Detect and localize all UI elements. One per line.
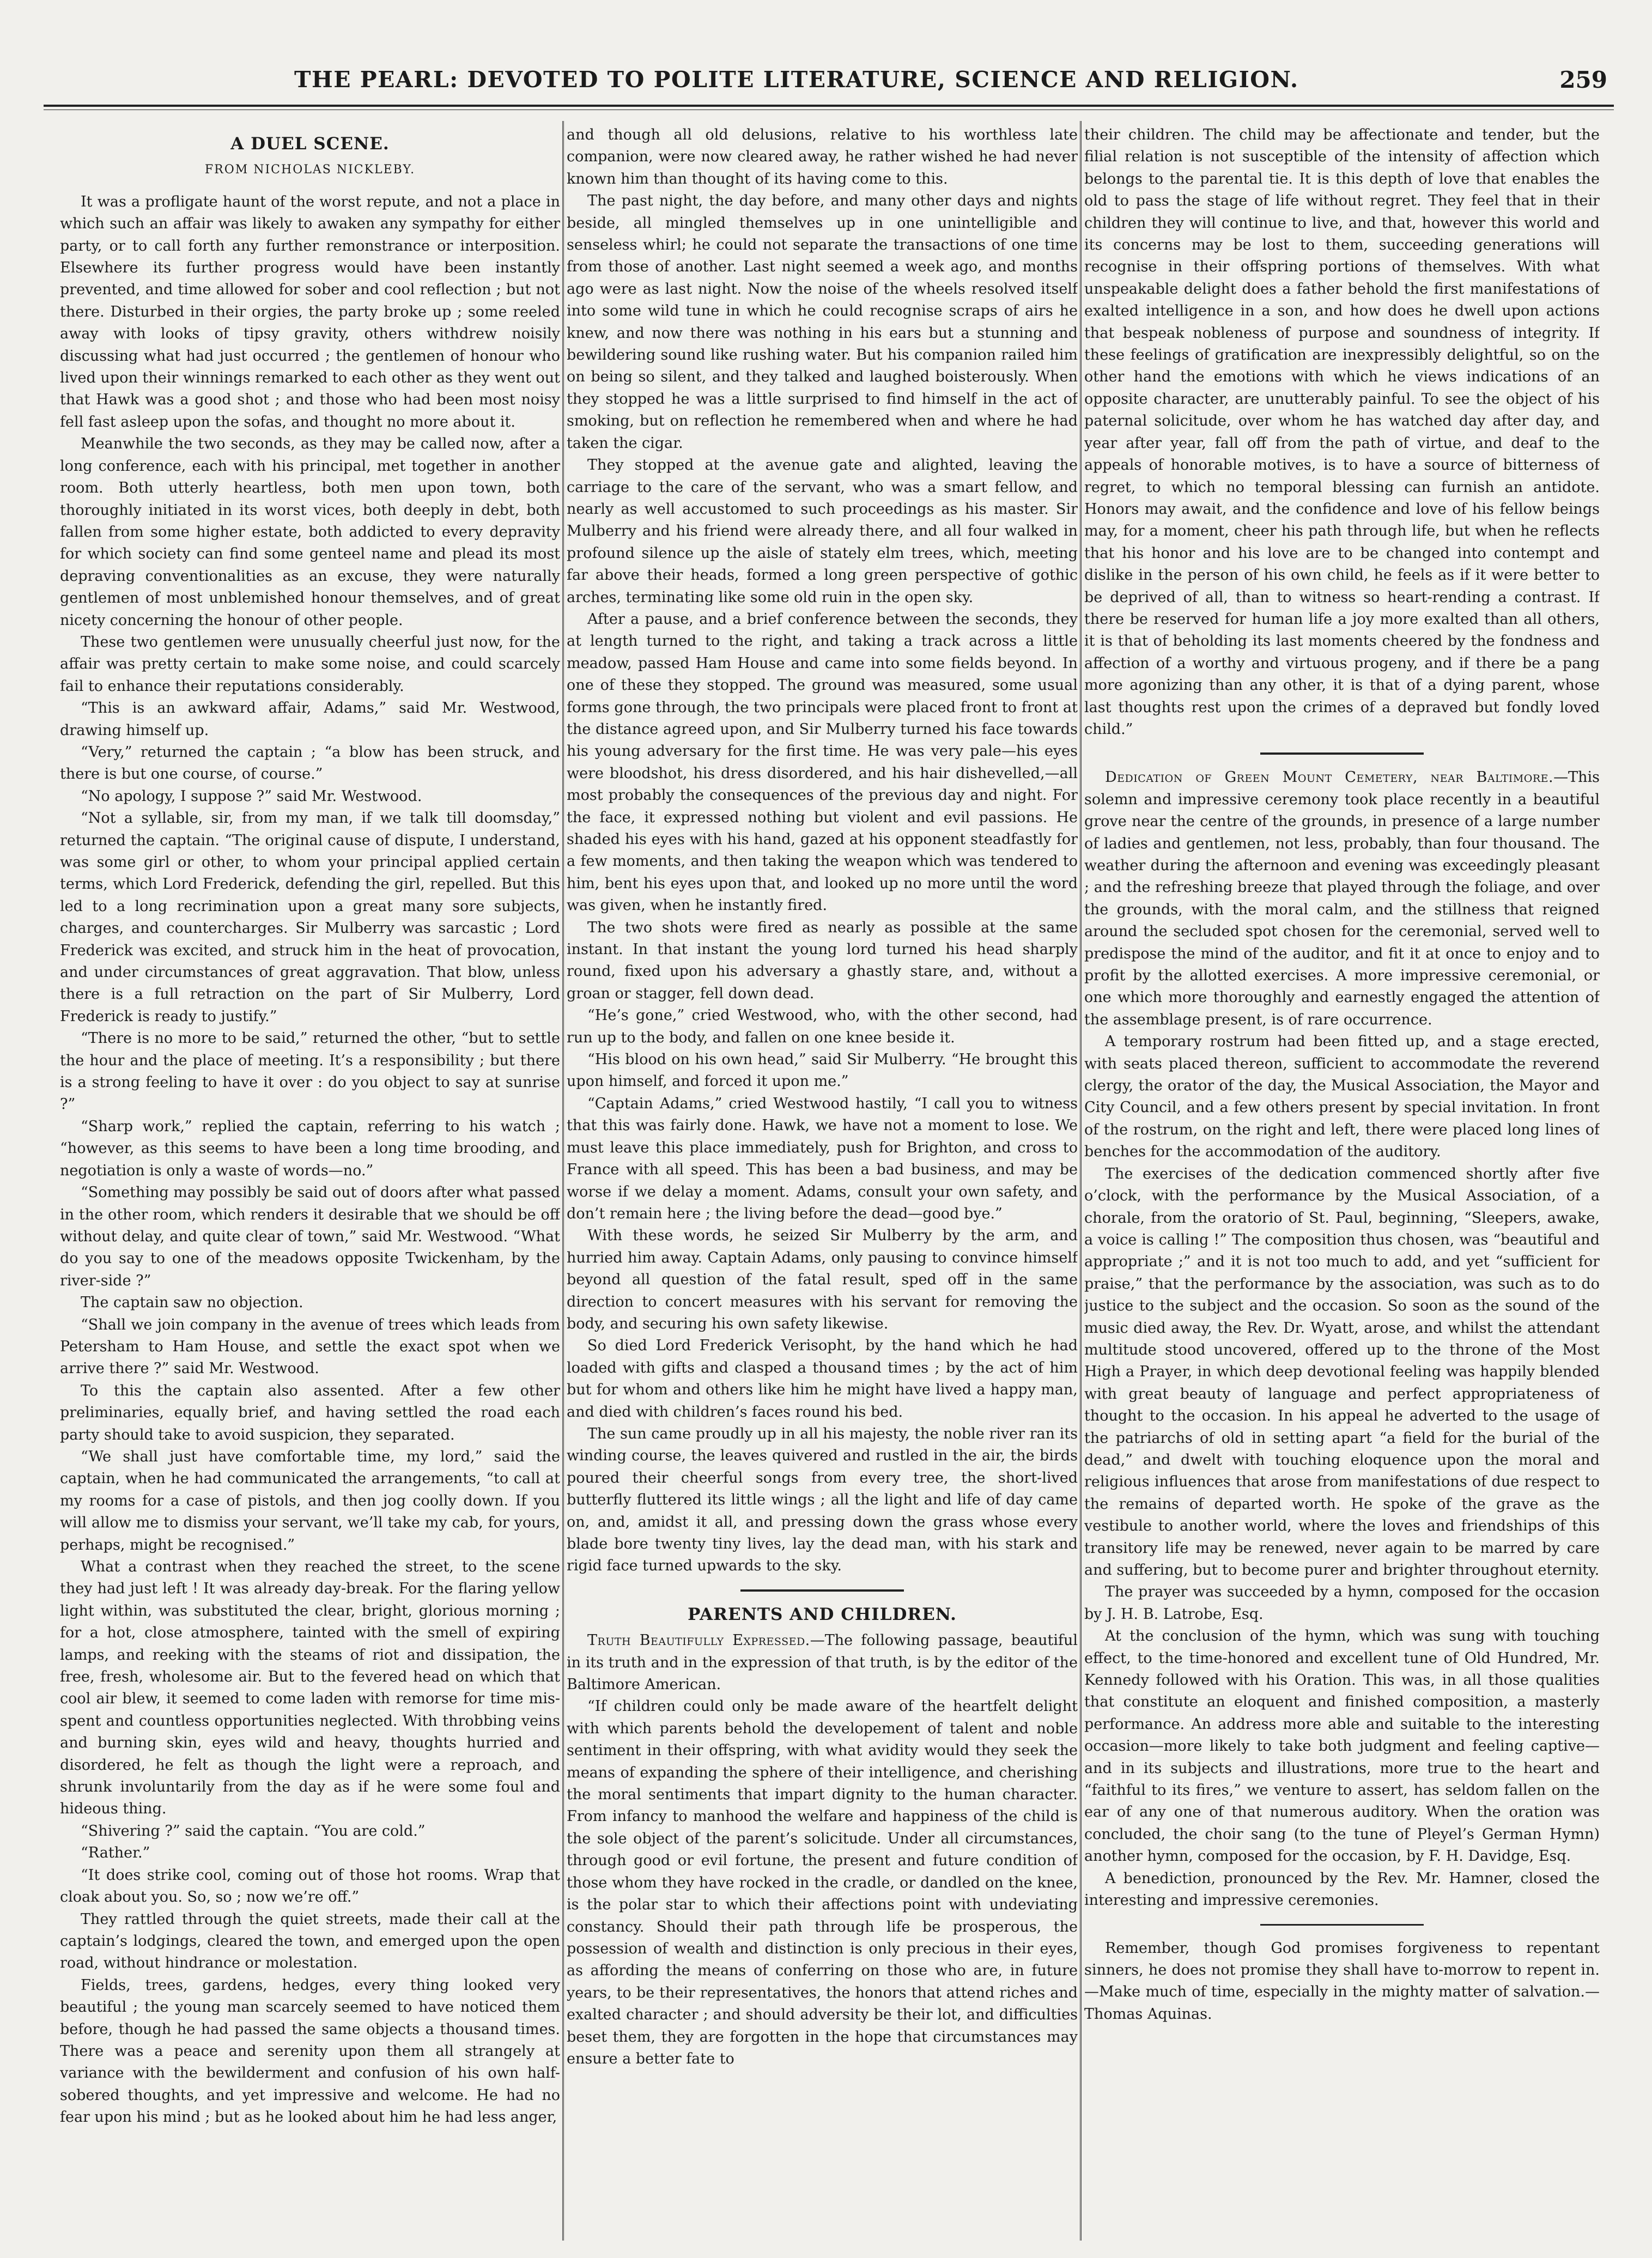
- paragraph: They rattled through the quiet streets, made their call at the captain’s lodgings, cleared the town, and emerged upon the open road, without hindrance or molestation.: [60, 1910, 560, 1972]
- lead-text: —This solemn and impressive ceremony took place recently in a beautiful grove near the centre of the grounds, in presence of a large number of ladies and gentlemen, not less, probably, than four thousand. The weather during the afternoon and evening was exceedingly pleasant ; and the refreshing breeze that played through the foliage, and over the grounds, with the moral calm, and the stillness that reigned around the secluded spot chosen for the ceremonial, served well to predispose the mind of the auditor, and fit it at once to enjoy and to profit by the allotted exercises. A more impressive ceremonial, or one which more thoroughly and earnestly engaged the attention of the assemblage present, is of rare occurrence.: [1084, 769, 1600, 1028]
- column-right: [1084, 124, 1600, 2238]
- paragraph: They stopped at the avenue gate and alighted, leaving the carriage to the care of the servant, who was a smart fellow, and nearly as well accustomed to such proceedings as his master. Sir Mulberry and his friend were already there, and all four walked in profound silence up the aisle of stately elm trees, which, meeting far above their heads, formed a long green perspective of gothic arches, terminating like some old ruin in the open sky.: [567, 457, 1078, 606]
- paragraph: With these words, he seized Sir Mulberry by the arm, and hurried him away. Captain Adams, only pausing to convince himself beyond all question of the fatal result, sped off in the same direction to concert measures with his servant for removing the body, and securing his own safety likewise.: [567, 1227, 1078, 1332]
- paragraph: Fields, trees, gardens, hedges, every thing looked very beautiful ; the young man scarcely seemed to have noticed them before, though he had passed the same objects a thousand times. There was a peace and serenity upon them all strangely at variance with the bewilderment and confusion of his own half-sobered thoughts, and yet impressive and welcome. He had no fear upon his mind ; but as he looked about him he had less anger,: [60, 1976, 560, 2126]
- column-divider: [562, 121, 564, 2241]
- paragraph: “Something may possibly be said out of doors after what passed in the other room, which renders it desirable that we should be off without delay, and quite clear of town,” said Mr. Westwood. “What do you say to one of the meadows opposite Twickenham, by the river-side ?”: [60, 1184, 560, 1289]
- paragraph: “Not a syllable, sir, from my man, if we talk till doomsday,” returned the captain. “The original cause of dispute, I understand, was some girl or other, to whom your principal applied certain terms, which Lord Frederick, defending the girl, repelled. But this led to a long recrimination upon a great many sore subjects, charges, and countercharges. Sir Mulberry was sarcastic ; Lord Frederick was excited, and struck him in the heat of provocation, and under circumstances of great aggravation. That blow, unless there is a full retraction on the part of Sir Mulberry, Lord Frederick is ready to justify.”: [60, 810, 560, 1025]
- article-byline: FROM NICHOLAS NICKLEBY.: [204, 163, 416, 177]
- paragraph: “Captain Adams,” cried Westwood hastily, “I call you to witness that this was fairly done. Hawk, we have not a moment to lose. We must leave this place immediately, push for Brighton, and cross to France with all speed. This has been a bad business, and may be worse if we delay a moment. Adams, consult your own safety, and don’t remain here ; the living before the dead—good bye.”: [567, 1095, 1078, 1222]
- paragraph: “If children could only be made aware of the heartfelt delight with which parents behold the developement of talent and noble sentiment in their offspring, with what avidity would they seek the means of expanding the sphere of their intelligence, and cherishing the moral sentiments that impart dignity to the human character. From infancy to manhood the welfare and happiness of the child is the sole object of the parent’s solicitude. Under all circumstances, through good or evil fortune, the present and future condition of those whom they have rocked in the cradle, or dandled on the knee, is the polar star to which their affections point with undeviating constancy. Should their path through life be prosperous, the possession of wealth and distinction is only precious in their eyes, as affording the means of conferring on those who are, in future years, to be their representatives, the honors that attend riches and exalted character ; and should adversity be their lot, and difficulties beset them, they are forgotten in the hope that circumstances may ensure a better fate to: [567, 1698, 1078, 2067]
- paragraph: The prayer was succeeded by a hymn, composed for the occasion by J. H. B. Latrobe, Esq.: [1084, 1583, 1600, 1623]
- paragraph: A benediction, pronounced by the Rev. Mr. Hamner, closed the interesting and impressive ceremonies.: [1084, 1869, 1600, 1909]
- paragraph: The past night, the day before, and many other days and nights beside, all mingled themselves up in one unintelligible and senseless whirl; he could not separate the transactions of one time from those of another. Last night seemed a week ago, and months ago were as last night. Now the noise of the wheels resolved itself into some wild tune in which he could recognise scraps of airs he knew, and now there was nothing in his ears but a stunning and bewildering sound like rushing water. But his companion railed him on being so silent, and they talked and laughed boisterously. When they stopped he was a little surprised to find himself in the act of smoking, but on reflection he remembered when and where he had taken the cigar.: [567, 192, 1078, 452]
- paragraph: A temporary rostrum had been fitted up, and a stage erected, with seats placed thereon, sufficient to accommodate the reverend clergy, the orator of the day, the Musical Association, the Mayor and City Council, and a few others present by special invitation. In front of the rostrum, on the right and left, there were placed long lines of benches for the accommodation of the auditory.: [1084, 1033, 1600, 1161]
- paragraph: The sun came proudly up in all his majesty, the noble river ran its winding course, the leaves quivered and rustled in the air, the birds poured their cheerful songs from every tree, the short-lived butterfly fluttered its little wings ; all the light and life of day came on, and, amidst it all, and pressing down the grass whose every blade bore twenty tiny lives, lay the dead man, with his stark and rigid face turned upwards to the sky.: [567, 1425, 1078, 1575]
- paragraph: Meanwhile the two seconds, as they may be called now, after a long conference, each with his principal, met together in another room. Both utterly heartless, both men upon town, both thoroughly initiated in its worst vices, both deeply in debt, both fallen from some higher estate, both addicted to every depravity for which society can find some genteel name and plead its most depraving conventionalities as an excuse, they were naturally gentlemen of most unblemished honour themselves, and of great nicety concerning the honour of other people.: [60, 435, 560, 629]
- header-rule: [44, 105, 1614, 110]
- lead-text: —The following passage, beautiful in its truth and in the expression of that truth, is by the editor of the Baltimore American.: [567, 1632, 1078, 1694]
- section-rule: [740, 1589, 904, 1592]
- paragraph: After a pause, and a brief conference between the seconds, they at length turned to the right, and taking a track across a little meadow, passed Ham House and came into some fields beyond. In one of these they stopped. The ground was measured, some usual forms gone through, the two principals were placed front to front at the distance agreed upon, and Sir Mulberry turned his face towards his young adversary for the first time. He was very pale—his eyes were bloodshot, his dress disordered, and his hair dishevelled,—all most probably the consequences of the previous day and night. For the face, it expressed nothing but violent and evil passions. He shaded his eyes with his hand, gazed at his opponent steadfastly for a few moments, and then taking the weapon which was tendered to him, bent his eyes upon that, and looked up no more until the word was given, when he instantly fired.: [567, 610, 1078, 914]
- paragraph: “Sharp work,” replied the captain, referring to his watch ; “however, as this seems to have been a long time brooding, and negotiation is only a waste of words—no.”: [60, 1118, 560, 1179]
- paragraph: “His blood on his own head,” said Sir Mulberry. “He brought this upon himself, and forced it upon me.”: [567, 1051, 1078, 1090]
- paragraph: their children. The child may be affectionate and tender, but the filial relation is not susceptible of the intensity of affection which belongs to the parental tie. It is this depth of love that enables the old to pass the stage of life without regret. They feel that in their children they will continue to live, and that, however this world and its concerns may be lost to them, succeeding generations will recognise in their offspring portions of themselves. With what unspeakable delight does a father behold the first manifestations of exalted intelligence in a son, and how does he dwell upon actions that bespeak nobleness of purpose and soundness of integrity. If these feelings of gratification are inexpressibly delightful, so on the other hand the emotions with which he views indications of an opposite character, are unutterably painful. To see the object of his paternal solicitude, over whom he has watched day after day, and year after year, fall off from the path of virtue, and deaf to the appeals of honorable motives, is to have a source of bitterness of regret, to which no temporal blessing can furnish an antidote. Honors may await, and the confidence and love of his fellow beings may, for a moment, cheer his path through life, but when he reflects that his honor and his love are to be changed into contempt and dislike in the person of his own child, he feels as if it were better to be deprived of all, than to witness so heart-rending a contrast. If there be reserved for human life a joy more exalted than all others, it is that of beholding its last moments cheered by the fondness and affection of a worthy and virtuous progeny, and if there be a pang more agonizing than any other, it is that of a dying parent, whose last thoughts rest upon the crimes of a depraved but fondly loved child.”: [1084, 126, 1600, 738]
- paragraph: What a contrast when they reached the street, to the scene they had just left ! It was already day-break. For the flaring yellow light within, was substituted the clear, bright, glorious morning ; for a hot, close atmosphere, tainted with the smell of expiring lamps, and reeking with the steams of riot and dissipation, the free, fresh, wholesome air. But to the fevered head on which that cool air blew, it seemed to come laden with remorse for time mis-spent and countless opportunities neglected. With throbbing veins and burning skin, eyes wild and heavy, thoughts hurried and disordered, he felt as though the light were a reproach, and shrunk involuntarily from the day as if he were some foul and hideous thing.: [60, 1558, 560, 1818]
- article-title-parents: PARENTS AND CHILDREN.: [688, 1604, 957, 1624]
- paragraph: Remember, though God promises forgiveness to repentant sinners, he does not promise they shall have to-morrow to repent in.—Make much of time, especially in the mighty matter of salvation.—Thomas Aquinas.: [1084, 1939, 1600, 2023]
- paragraph: and though all old delusions, relative to his worthless late companion, were now cleared away, he rather wished he had never known him than thought of its having come to this.: [567, 126, 1078, 187]
- paragraph: To this the captain also assented. After a few other preliminaries, equally brief, and having settled the road each party should take to avoid suspicion, they separated.: [60, 1382, 560, 1443]
- paragraph: “We shall just have comfortable time, my lord,” said the captain, when he had communicated the arrangements, “to call at my rooms for a case of pistols, and then jog coolly down. If you will allow me to dismiss your servant, we’ll take my cab, for yours, perhaps, might be recognised.”: [60, 1448, 560, 1553]
- paragraph: [567, 1630, 1078, 1696]
- paragraph: [1084, 767, 1600, 1031]
- paragraph: So died Lord Frederick Verisopht, by the hand which he had loaded with gifts and clasped a thousand times ; by the act of him but for whom and others like him he might have lived a happy man, and died with children’s faces round his bed.: [567, 1337, 1078, 1421]
- paragraph: At the conclusion of the hymn, which was sung with touching effect, to the time-honored and excellent tune of Old Hundred, Mr. Kennedy followed with his Oration. This was, in all those qualities that constitute an eloquent and finished composition, a masterly performance. An address more able and suitable to the interesting occasion—more likely to take both judgment and feeling captive—and in its subjects and illustrations, more true to the heart and “faithful to its fires,” we venture to assert, has seldom fallen on the ear of any one of that numerous auditory. When the oration was concluded, the choir sang (to the tune of Pleyel’s German Hymn) another hymn, composed for the occasion, by F. H. Davidge, Esq.: [1084, 1628, 1600, 1865]
- lead-in: Truth Beautifully Expressed.: [587, 1632, 810, 1649]
- section-rule: [1260, 752, 1424, 755]
- paragraph: “Shall we join company in the avenue of trees which leads from Petersham to Ham House, and settle the exact spot when we arrive there ?” said Mr. Westwood.: [60, 1316, 560, 1377]
- page-number: 259: [1559, 66, 1607, 93]
- column-middle: [567, 124, 1078, 2238]
- paragraph: The two shots were fired as nearly as possible at the same instant. In that instant the young lord turned his head sharply round, fixed upon his adversary a ghastly stare, and, without a groan or stagger, fell down dead.: [567, 919, 1078, 1002]
- paragraph: It was a profligate haunt of the worst repute, and not a place in which such an affair was likely to awaken any sympathy for either party, or to call forth any further remonstrance or interposition. Elsewhere its further progress would have been instantly prevented, and time allowed for sober and cool reflection ; but not there. Disturbed in their orgies, the party broke up ; some reeled away with looks of tipsy gravity, others withdrew noisily discussing what had just occurred ; the gentlemen of honour who lived upon their winnings remarked to each other as they went out that Hawk was a good shot ; and those who had been most noisy fell fast asleep upon the sofas, and thought no more about it.: [60, 193, 560, 430]
- paragraph: The exercises of the dedication commenced shortly after five o’clock, with the performance by the Musical Association, of a chorale, from the oratorio of St. Paul, beginning, “Sleepers, awake, a voice is calling !” The composition thus chosen, was “beautiful and appropriate ;” and it is not too much to add, and yet “sufficient for praise,” that the performance by the association, was such as to do justice to the subject and the occasion. So soon as the sound of the music died away, the Rev. Dr. Wyatt, arose, and whilst the attendant multitude stood uncovered, offered up to the throne of the Most High a Prayer, in which deep devotional feeling was happily blended with great beauty of language and perfect appropriateness of thought to the occasion. In his appeal he adverted to the usage of the patriarchs of old in setting apart “a field for the burial of the dead,” and dwelt with touching eloquence upon the moral and religious influences that arose from manifestations of due respect to the remains of departed worth. He spoke of the grave as the vestibule to another world, where the loves and friendships of this transitory life may be renewed, never again to be marred by care and suffering, but to become purer and brighter throughout eternity.: [1084, 1165, 1600, 1579]
- article-title-duel: A DUEL SCENE.: [230, 134, 390, 154]
- paragraph: “This is an awkward affair, Adams,” said Mr. Westwood, drawing himself up.: [60, 700, 560, 739]
- section-rule: [1260, 1924, 1424, 1926]
- running-head: THE PEARL: DEVOTED TO POLITE LITERATURE, SCIENCE AND RELIGION.: [294, 66, 1299, 93]
- paragraph: “Rather.”: [81, 1844, 150, 1862]
- lead-in: Dedication of Green Mount Cemetery, near Baltimore.: [1105, 769, 1554, 786]
- paragraph: “There is no more to be said,” returned the other, “but to settle the hour and the place of meeting. It’s a responsibility ; but there is a strong feeling to have it over : do you object to say at sunrise ?”: [60, 1030, 560, 1113]
- column-left: [60, 124, 560, 2238]
- paragraph: “No apology, I suppose ?” said Mr. Westwood.: [81, 787, 422, 805]
- paragraph: These two gentlemen were unusually cheerful just now, for the affair was pretty certain to make some noise, and could scarcely fail to enhance their reputations considerably.: [60, 633, 560, 695]
- paragraph: The captain saw no objection.: [81, 1294, 303, 1312]
- column-divider: [1080, 121, 1082, 2241]
- paragraph: “Shivering ?” said the captain. “You are cold.”: [81, 1822, 426, 1840]
- paragraph: “It does strike cool, coming out of those hot rooms. Wrap that cloak about you. So, so ; now we’re off.”: [60, 1866, 560, 1906]
- paragraph: “He’s gone,” cried Westwood, who, with the other second, had run up to the body, and fallen on one knee beside it.: [567, 1007, 1078, 1046]
- paragraph: “Very,” returned the captain ; “a blow has been struck, and there is but one course, of course.”: [60, 743, 560, 783]
